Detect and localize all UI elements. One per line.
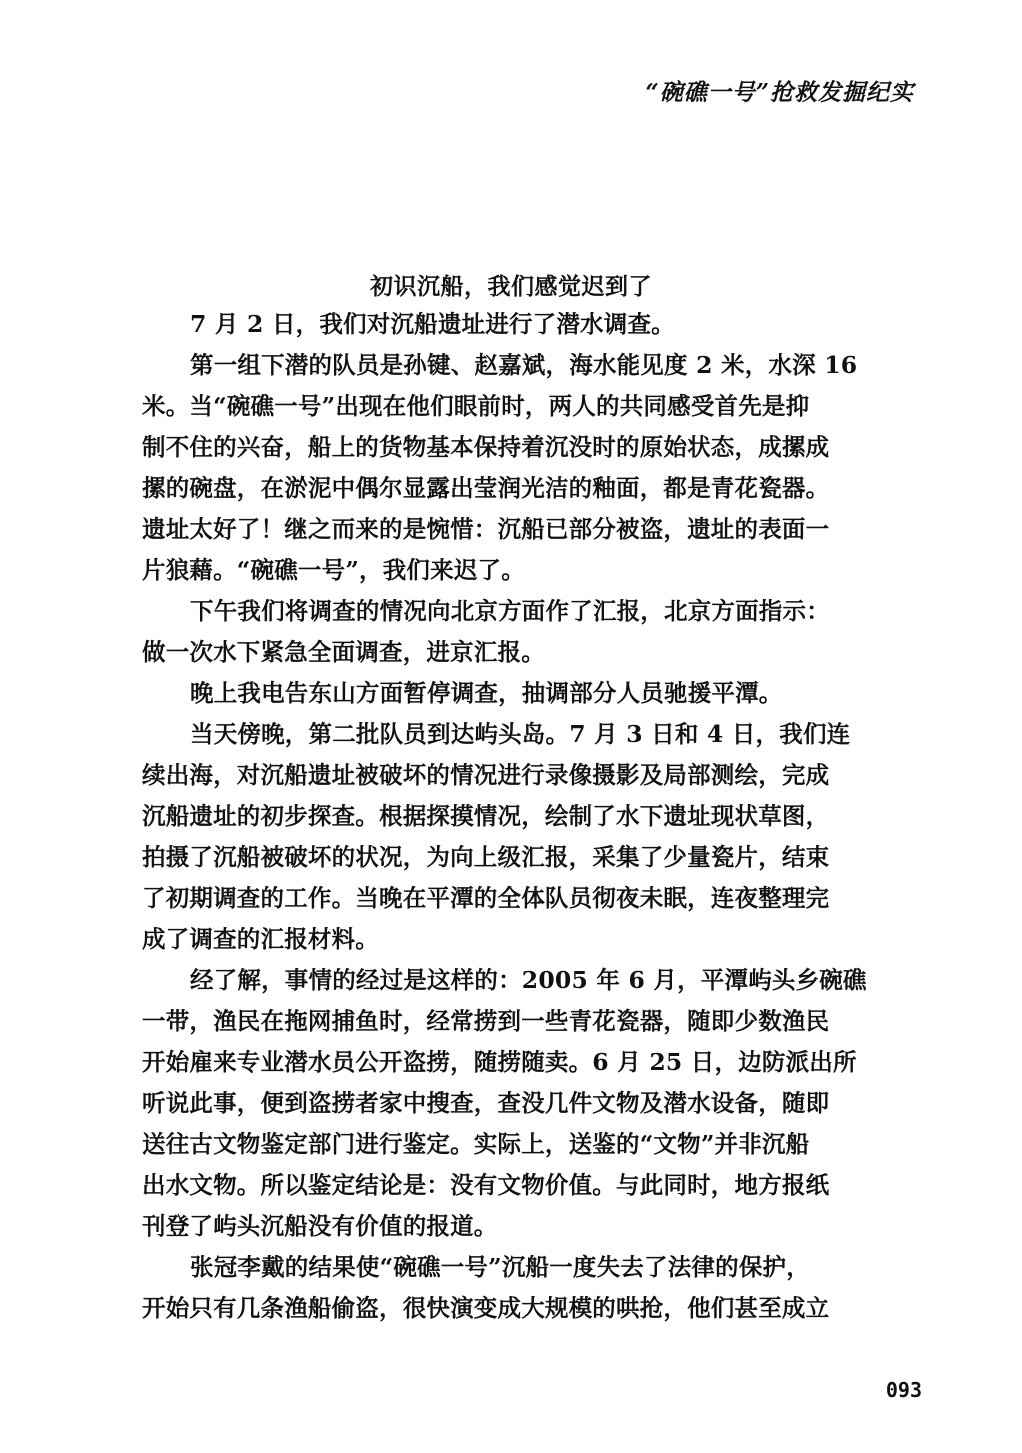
text-line: 拍摄了沉船被破坏的状况，为向上级汇报，采集了少量瓷片，结束 — [142, 843, 830, 871]
text-line: 米。当“碗礁一号”出现在他们眼前时，两人的共同感受首先是抑 — [142, 392, 810, 420]
text-line: 下午我们将调查的情况向北京方面作了汇报，北京方面指示： — [190, 597, 830, 625]
text-line: 送往古文物鉴定部门进行鉴定。实际上，送鉴的“文物”并非沉船 — [142, 1130, 810, 1158]
text-line: 续出海，对沉船遗址被破坏的情况进行录像摄影及局部测绘，完成 — [142, 761, 830, 789]
text-line: 张冠李戴的结果使“碗礁一号”沉船一度失去了法律的保护， — [190, 1253, 810, 1281]
running-head: “碗礁一号”抢救发掘纪实 — [645, 79, 914, 106]
text-line: 开始雇来专业潜水员公开盗捞，随捞随卖。6 月 25 日，边防派出所 — [142, 1048, 857, 1076]
text-line: 开始只有几条渔船偷盗，很快演变成大规模的哄抢，他们甚至成立 — [142, 1294, 830, 1322]
text-line: 摞的碗盘，在淤泥中偶尔显露出莹润光洁的釉面，都是青花瓷器。 — [142, 474, 830, 502]
text-line: 做一次水下紧急全面调查，进京汇报。 — [142, 638, 545, 666]
text-line: 成了调查的汇报材料。 — [142, 925, 379, 953]
text-line: 经了解，事情的经过是这样的：2005 年 6 月，平潭屿头乡碗礁 — [190, 966, 867, 994]
text-line: 第一组下潜的队员是孙键、赵嘉斌，海水能见度 2 米，水深 16 — [190, 351, 858, 379]
text-line: 制不住的兴奋，船上的货物基本保持着沉没时的原始状态，成摞成 — [142, 433, 830, 461]
text-line: 7 月 2 日，我们对沉船遗址进行了潜水调查。 — [190, 310, 675, 338]
text-line: 片狼藉。“碗礁一号”，我们来迟了。 — [142, 556, 525, 584]
text-line: 了初期调查的工作。当晚在平潭的全体队员彻夜未眠，连夜整理完 — [142, 884, 830, 912]
text-line: 晚上我电告东山方面暂停调查，抽调部分人员驰援平潭。 — [190, 679, 783, 707]
body-text — [142, 304, 882, 1329]
page-number: 093 — [885, 1378, 922, 1402]
text-line: 遗址太好了！继之而来的是惋惜：沉船已部分被盗，遗址的表面一 — [142, 515, 830, 543]
text-line: 刊登了屿头沉船没有价值的报道。 — [142, 1212, 498, 1240]
text-line: 出水文物。所以鉴定结论是：没有文物价值。与此同时，地方报纸 — [142, 1171, 830, 1199]
section-title: 初识沉船，我们感觉迟到了 — [370, 273, 652, 300]
text-line: 一带，渔民在拖网捕鱼时，经常捞到一些青花瓷器，随即少数渔民 — [142, 1007, 830, 1035]
text-line: 当天傍晚，第二批队员到达屿头岛。7 月 3 日和 4 日，我们连 — [190, 720, 851, 748]
text-line: 听说此事，便到盗捞者家中搜查，查没几件文物及潜水设备，随即 — [142, 1089, 830, 1117]
text-line: 沉船遗址的初步探查。根据探摸情况，绘制了水下遗址现状草图， — [142, 802, 830, 830]
